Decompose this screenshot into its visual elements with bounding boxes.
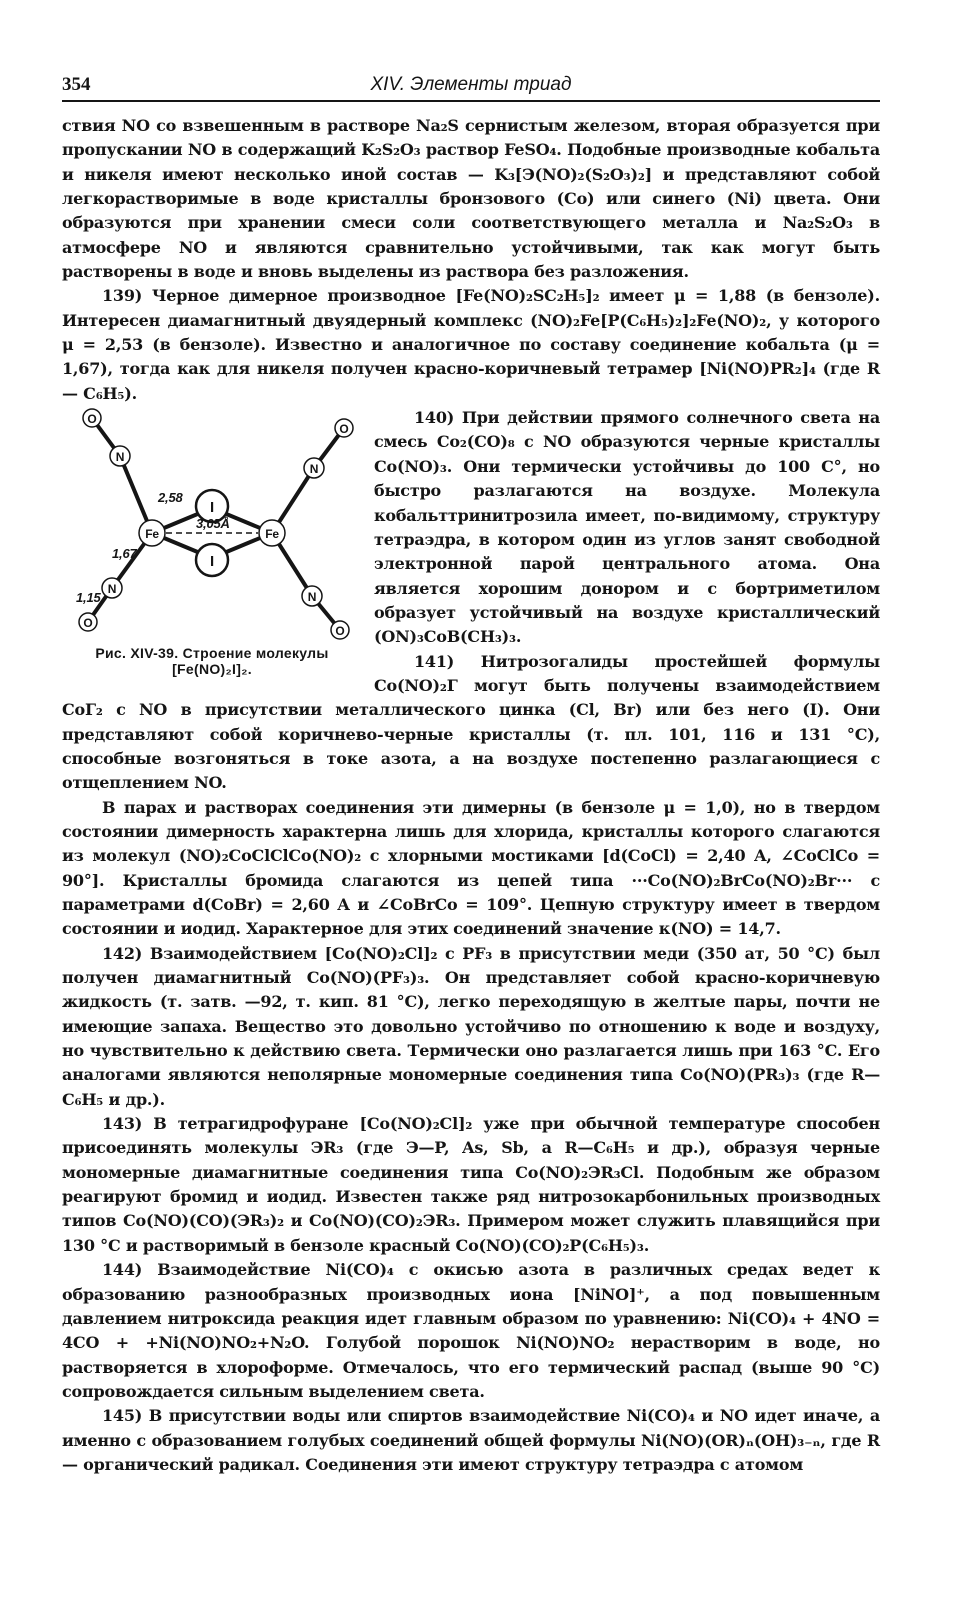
paragraph-144: 144) Взаимодействие Ni(CO)₄ с окисью азота в различных средах ведет к образованию разнообразных производных иона [NiNO]⁺, а под повышенным давлением нитроксида реакция идет главным образом по уравнению: Ni(CO)₄ + 4NO = 4CO + +Ni(NO)NO₂+N₂O. Голубой порошок Ni(NO)NO₂ нерастворим в воде, но растворяется в хлороформе. Отмечалось, что его термический распад (выше 90 °C) сопровождается сильным выделением света. [62,1260,880,1401]
page-body [62,114,880,1477]
paragraph-139: 139) Черное димерное производное [Fe(NO)₂SC₂H₅]₂ имеет μ = 1,88 (в бензоле). Интересен диамагнитный двуядерный комплекс (NO)₂Fe[P(C₆H₅)₂]₂Fe(NO)₂, у которого μ = 2,53 (в бензоле). Известно и аналогичное по составу соединение кобальта (μ = 1,67), тогда как для никеля получен красно-коричневый тетрамер [Ni(NO)PR₂]₄ (где R — C₆H₅). [62,286,880,403]
svg-text:O: O [339,422,349,437]
svg-text:O: O [87,412,97,427]
atom-n-lower-left [102,578,122,598]
svg-text:Fe: Fe [145,527,159,542]
atom-o-lower-right [331,621,349,639]
paragraph-143: 143) В тетрагидрофуране [Co(NO)₂Cl]₂ уже при обычной температуре способен присоединять молекулы ЭR₃ (где Э—P, As, Sb, а R—C₆H₅ и др.), образуя черные мономерные диамагнитные соединения типа Co(NO)₂ЭR₃Cl. Подобным же образом реагируют бромид и иодид. Известен также ряд нитрозокарбонильных производных типов Co(NO)(CO)(ЭR₃)₂ и Co(NO)(CO)₂ЭR₃. Примером может служить плавящийся при 130 °C и растворимый в бензоле красный Co(NO)(CO)₂P(C₆H₅)₃. [62,1114,880,1255]
svg-text:I: I [210,499,214,517]
svg-text:O: O [335,624,345,639]
figure-fe-no2-i-dimer [62,408,362,677]
book-page [62,66,880,1477]
atom-i-bottom [196,544,228,576]
label-fe-n-distance: 1,67 [112,546,137,562]
atom-o-upper-right [335,419,353,437]
paragraph-145: 145) В присутствии воды или спиртов взаимодействие Ni(CO)₄ и NO идет иначе, а именно с образованием голубых соединений общей формулы Ni(NO)(OR)ₙ(OH)₃₋ₙ, где R — органический радикал. Соединения эти имеют структуру тетраэдра с атомом [62,1406,880,1474]
running-title: XIV. Элементы триад [370,74,572,95]
paragraph-142: 142) Взаимодействием [Co(NO)₂Cl]₂ с PF₃ в присутствии меди (350 ат, 50 °C) был получен диамагнитный Co(NO)(PF₃)₃. Он представляет собой красно-коричневую жидкость (т. затв. —92, т. кип. 81 °C), легко переходящую в желтые пары, почти не имеющие запаха. Вещество это довольно устойчиво по отношению к воде и воздуху, но чувствительно к действию света. Термически оно разлагается лишь при 163 °C. Его аналогами являются неполярные мономерные соединения типа Co(NO)(PR₃)₃ (где R—C₆H₅ и др.). [62,943,880,1109]
svg-text:N: N [115,450,125,465]
svg-text:I: I [210,553,214,571]
paragraph-140: 140) При действии прямого солнечного света на смесь Co₂(CO)₈ с NO образуются черные кристаллы Co(NO)₃. Они термически устойчивы до 100 C°, но быстро разлагаются на воздухе. Молекула кобальттринитрозила имеет, по-видимому, структуру тетраэдра, в котором один из углов занят свободной электронной парой центрального атома. Она является хорошим донором и с бортриметилом образует устойчивый на воздухе кристаллический (ON)₃CoB(CH₃)₃. [374,408,880,647]
atom-n-lower-right [302,586,322,606]
svg-text:N: N [309,462,319,477]
atom-o-lower-left [79,613,97,631]
figure-caption: Рис. XIV-39. Строение молекулы [Fe(NO)₂I]₂. [95,645,329,678]
paragraph-141: 141) Нитрозогалиды простейшей формулы Co(NO)₂Г могут быть получены взаимодействием CoГ₂ с NO в присутствии металлического цинка (Cl, Br) или без него (I). Они представляют собой коричнево-черные кристаллы (т. пл. 101, 116 и 131 °C), способные возгоняться в токе азота, а на воздухе постепенно разлагающиеся с отщеплением NO. [62,651,880,793]
page-number: 354 [62,74,91,95]
svg-text:N: N [107,582,117,597]
atom-n-upper-right [304,458,324,478]
atom-o-upper-left [83,409,101,427]
molecule-diagram [62,408,362,643]
paragraph-continued: ствия NO со взвешенным в растворе Na₂S сернистым железом, вторая образуется при пропускании NO в содержащий K₂S₂O₃ раствор FeSO₄. Подобные производные кобальта и никеля имеют несколько иной состав — K₃[Э(NO)₂(S₂O₃)₂] и представляют собой легкорастворимые в воде кристаллы бронзового (Co) или синего (Ni) цвета. Они образуются при хранении смеси соли соответствующего металла и Na₂S₂O₃ в атмосфере NO и являются сравнительно устойчивыми, так как могут быть растворены в воде и вновь выделены из раствора без разложения. [62,116,880,282]
atom-fe-left [139,520,165,546]
label-fe-fe-distance: 3,05Å [196,516,230,532]
atom-fe-right [259,520,285,546]
svg-text:Fe: Fe [265,527,279,542]
page-header [62,66,880,102]
atom-n-upper-left [110,446,130,466]
label-fe-i-distance: 2,58 [158,490,183,506]
paragraph-141-continued: В парах и растворах соединения эти димерны (в бензоле μ = 1,0), но в твердом состоянии димерность характерна лишь для хлорида, кристаллы которого слагаются из молекул (NO)₂CoClClCo(NO)₂ с хлорными мостиками [d(CoCl) = 2,40 A, ∠CoClCo = 90°]. Кристаллы бромида слагаются из цепей типа ···Co(NO)₂BrCo(NO)₂Br··· с параметрами d(CoBr) = 2,60 A и ∠CoBrCo = 109°. Цепную структуру имеет в твердом состоянии и иодид. Характерное для этих соединений значение κ(NO) = 14,7. [62,797,880,939]
svg-text:O: O [83,616,93,631]
svg-text:N: N [307,590,317,605]
label-n-o-distance: 1,15 [76,590,101,606]
